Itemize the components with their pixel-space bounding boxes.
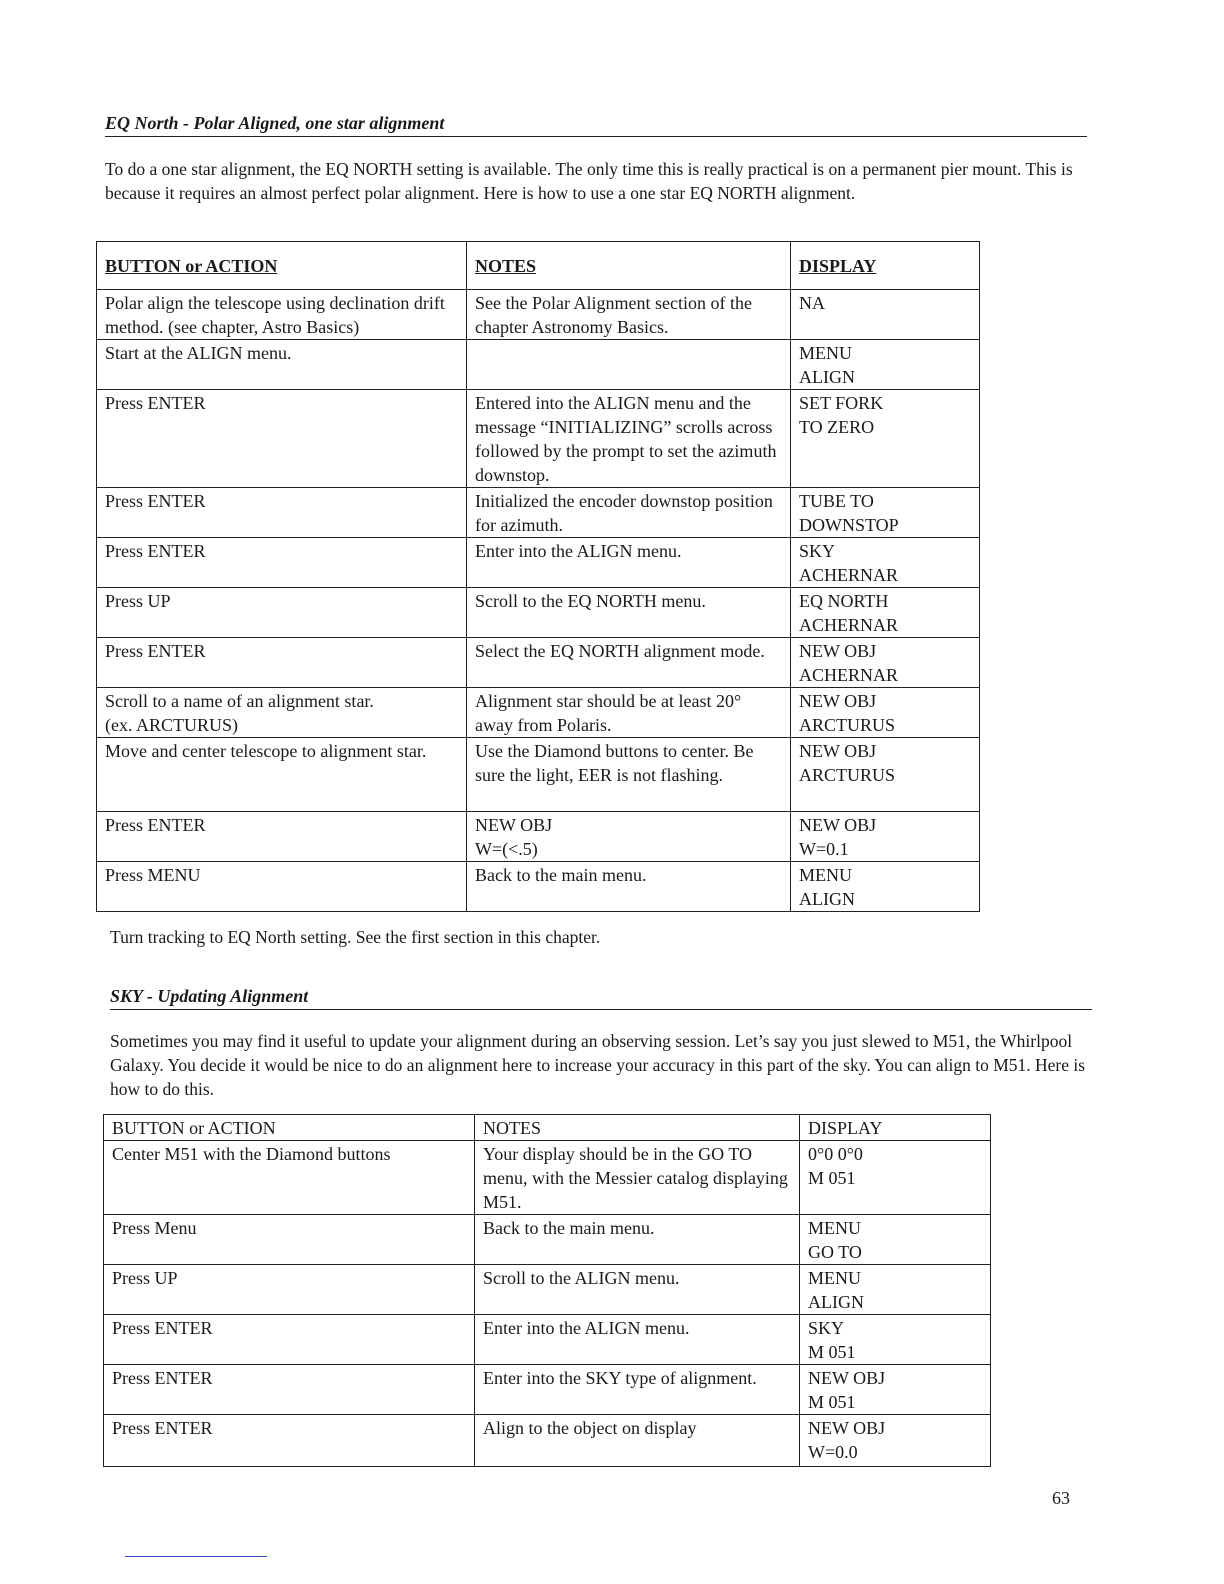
cell-action bbox=[97, 638, 467, 688]
cell-notes bbox=[467, 588, 791, 638]
table-row bbox=[97, 340, 980, 390]
cell-notes bbox=[475, 1315, 800, 1365]
table-row bbox=[97, 390, 980, 488]
cell-display-text: MENU ALIGN bbox=[799, 343, 855, 387]
cell-action-text: Press ENTER bbox=[105, 491, 206, 511]
cell-notes-text: Align to the object on display bbox=[483, 1418, 697, 1438]
cell-notes bbox=[467, 862, 791, 912]
cell-display bbox=[800, 1415, 991, 1467]
cell-display bbox=[791, 638, 980, 688]
cell-display-text: 0°0 0°0 M 051 bbox=[808, 1144, 863, 1188]
header-button-or-action: BUTTON or ACTION bbox=[104, 1115, 475, 1141]
section-title-eq-north: EQ North - Polar Aligned, one star alignment bbox=[105, 113, 1087, 137]
cell-notes bbox=[467, 688, 791, 738]
cell-display bbox=[791, 688, 980, 738]
cell-display bbox=[800, 1215, 991, 1265]
cell-notes bbox=[475, 1141, 800, 1215]
cell-action bbox=[97, 538, 467, 588]
cell-notes-text: Scroll to the EQ NORTH menu. bbox=[475, 591, 706, 611]
cell-display bbox=[800, 1265, 991, 1315]
table-row bbox=[104, 1365, 991, 1415]
cell-action-text: Press MENU bbox=[105, 865, 201, 885]
table-row bbox=[97, 688, 980, 738]
cell-display bbox=[791, 390, 980, 488]
cell-notes bbox=[467, 638, 791, 688]
cell-action bbox=[104, 1215, 475, 1265]
cell-notes bbox=[467, 340, 791, 390]
eq-north-outro: Turn tracking to EQ North setting. See the first section in this chapter. bbox=[110, 927, 601, 947]
cell-display-text: NEW OBJ W=0.1 bbox=[799, 815, 877, 859]
cell-notes-text: NEW OBJ W=(<.5) bbox=[475, 815, 553, 859]
cell-action bbox=[97, 390, 467, 488]
table-row bbox=[104, 1265, 991, 1315]
cell-display-text: SKY M 051 bbox=[808, 1318, 856, 1362]
footer-rule bbox=[125, 1556, 267, 1557]
cell-notes bbox=[467, 538, 791, 588]
cell-notes bbox=[475, 1265, 800, 1315]
cell-action-text: Press Menu bbox=[112, 1218, 197, 1238]
sky-update-steps-table bbox=[103, 1114, 991, 1467]
cell-action bbox=[104, 1365, 475, 1415]
cell-action bbox=[97, 290, 467, 340]
page-number: 63 bbox=[1052, 1488, 1070, 1508]
cell-action-text: Press ENTER bbox=[105, 393, 206, 413]
cell-action-text: Press ENTER bbox=[112, 1418, 213, 1438]
cell-display-text: MENU GO TO bbox=[808, 1218, 862, 1262]
cell-action bbox=[97, 812, 467, 862]
cell-action-text: Press ENTER bbox=[105, 815, 206, 835]
cell-action-text: Press ENTER bbox=[105, 541, 206, 561]
cell-notes-text: Enter into the ALIGN menu. bbox=[483, 1318, 690, 1338]
cell-notes-text: Back to the main menu. bbox=[475, 865, 647, 885]
cell-action bbox=[97, 340, 467, 390]
cell-display-text: NEW OBJ ARCTURUS bbox=[799, 691, 896, 735]
cell-notes-text: Scroll to the ALIGN menu. bbox=[483, 1268, 680, 1288]
eq-north-intro: To do a one star alignment, the EQ NORTH setting is available. The only time this is really practical is on a permanent pier mount. This is because it requires an almost perfect polar alignment. Here is how to use a one star EQ NORTH alignment. bbox=[105, 159, 1073, 203]
header-notes: NOTES bbox=[467, 242, 791, 290]
cell-display bbox=[791, 538, 980, 588]
cell-notes bbox=[467, 488, 791, 538]
cell-display-text: MENU ALIGN bbox=[808, 1268, 864, 1312]
cell-action-text: Press ENTER bbox=[105, 641, 206, 661]
cell-notes-text: Use the Diamond buttons to center. Be sure the light, EER is not flashing. bbox=[475, 741, 754, 785]
table-header-row bbox=[104, 1115, 991, 1141]
cell-notes-text: Alignment star should be at least 20° away from Polaris. bbox=[475, 691, 742, 735]
header-display: DISPLAY bbox=[800, 1115, 991, 1141]
cell-display-text: SET FORK TO ZERO bbox=[799, 393, 884, 437]
cell-action bbox=[97, 738, 467, 812]
table-row bbox=[97, 738, 980, 812]
table-row bbox=[104, 1215, 991, 1265]
cell-action bbox=[104, 1265, 475, 1315]
cell-display-text: TUBE TO DOWNSTOP bbox=[799, 491, 899, 535]
cell-action-text: Center M51 with the Diamond buttons bbox=[112, 1144, 391, 1164]
cell-display-text: NEW OBJ ACHERNAR bbox=[799, 641, 899, 685]
cell-display-text: NA bbox=[799, 293, 825, 313]
cell-notes bbox=[467, 290, 791, 340]
table-row bbox=[97, 862, 980, 912]
cell-notes bbox=[475, 1215, 800, 1265]
table-row bbox=[97, 812, 980, 862]
table-row bbox=[104, 1141, 991, 1215]
header-notes: NOTES bbox=[475, 1115, 800, 1141]
cell-display bbox=[791, 738, 980, 812]
cell-notes-text: Enter into the ALIGN menu. bbox=[475, 541, 682, 561]
cell-notes bbox=[475, 1415, 800, 1467]
cell-display bbox=[791, 862, 980, 912]
cell-notes-text: Back to the main menu. bbox=[483, 1218, 655, 1238]
table-header-row bbox=[97, 242, 980, 290]
cell-notes-text: Initialized the encoder downstop position for azimuth. bbox=[475, 491, 773, 535]
section-title-sky-update: SKY - Updating Alignment bbox=[110, 986, 1092, 1010]
header-button-or-action: BUTTON or ACTION bbox=[97, 242, 467, 290]
cell-notes-text: See the Polar Alignment section of the chapter Astronomy Basics. bbox=[475, 293, 752, 337]
cell-action bbox=[97, 862, 467, 912]
cell-display bbox=[791, 340, 980, 390]
cell-notes bbox=[467, 390, 791, 488]
cell-action bbox=[97, 688, 467, 738]
cell-notes-text: Entered into the ALIGN menu and the message “INITIALIZING” scrolls across followed by the prompt to set the azimuth downstop. bbox=[475, 393, 777, 485]
cell-notes bbox=[467, 812, 791, 862]
cell-display-text: SKY ACHERNAR bbox=[799, 541, 899, 585]
cell-display-text: NEW OBJ ARCTURUS bbox=[799, 741, 896, 785]
cell-notes-text: Your display should be in the GO TO menu, with the Messier catalog displaying M51. bbox=[483, 1144, 788, 1212]
cell-notes-text: Enter into the SKY type of alignment. bbox=[483, 1368, 757, 1388]
cell-display-text: NEW OBJ M 051 bbox=[808, 1368, 886, 1412]
cell-action bbox=[104, 1315, 475, 1365]
table-row bbox=[97, 588, 980, 638]
cell-action-text: Scroll to a name of an alignment star. (ex. ARCTURUS) bbox=[105, 691, 374, 735]
cell-action-text: Press ENTER bbox=[112, 1318, 213, 1338]
sky-update-intro: Sometimes you may find it useful to update your alignment during an observing session. Let’s say you just slewed to M51, the Whirlpool Galaxy. You decide it would be nice to do an alignment here to increase your accuracy in this part of the sky. You can align to M51. Here is how to do this. bbox=[110, 1031, 1086, 1099]
cell-action-text: Press UP bbox=[112, 1268, 178, 1288]
cell-display bbox=[800, 1141, 991, 1215]
cell-action-text: Start at the ALIGN menu. bbox=[105, 343, 292, 363]
cell-action bbox=[97, 488, 467, 538]
cell-display bbox=[791, 488, 980, 538]
cell-notes bbox=[467, 738, 791, 812]
table-row bbox=[97, 290, 980, 340]
cell-action-text: Press UP bbox=[105, 591, 171, 611]
cell-display bbox=[800, 1315, 991, 1365]
cell-display bbox=[791, 290, 980, 340]
cell-notes-text: Select the EQ NORTH alignment mode. bbox=[475, 641, 765, 661]
cell-action bbox=[97, 588, 467, 638]
cell-action-text: Press ENTER bbox=[112, 1368, 213, 1388]
cell-display bbox=[791, 588, 980, 638]
cell-action-text: Polar align the telescope using declination drift method. (see chapter, Astro Basics) bbox=[105, 293, 445, 337]
cell-action bbox=[104, 1141, 475, 1215]
cell-display bbox=[791, 812, 980, 862]
table-row bbox=[97, 488, 980, 538]
cell-display-text: EQ NORTH ACHERNAR bbox=[799, 591, 899, 635]
table-row bbox=[104, 1415, 991, 1467]
table-row bbox=[97, 638, 980, 688]
header-display: DISPLAY bbox=[791, 242, 980, 290]
cell-notes bbox=[475, 1365, 800, 1415]
cell-display-text: MENU ALIGN bbox=[799, 865, 855, 909]
cell-display bbox=[800, 1365, 991, 1415]
cell-action bbox=[104, 1415, 475, 1467]
cell-display-text: NEW OBJ W=0.0 bbox=[808, 1418, 886, 1462]
table-row bbox=[97, 538, 980, 588]
eq-north-steps-table bbox=[96, 241, 980, 912]
table-row bbox=[104, 1315, 991, 1365]
cell-action-text: Move and center telescope to alignment star. bbox=[105, 741, 427, 761]
